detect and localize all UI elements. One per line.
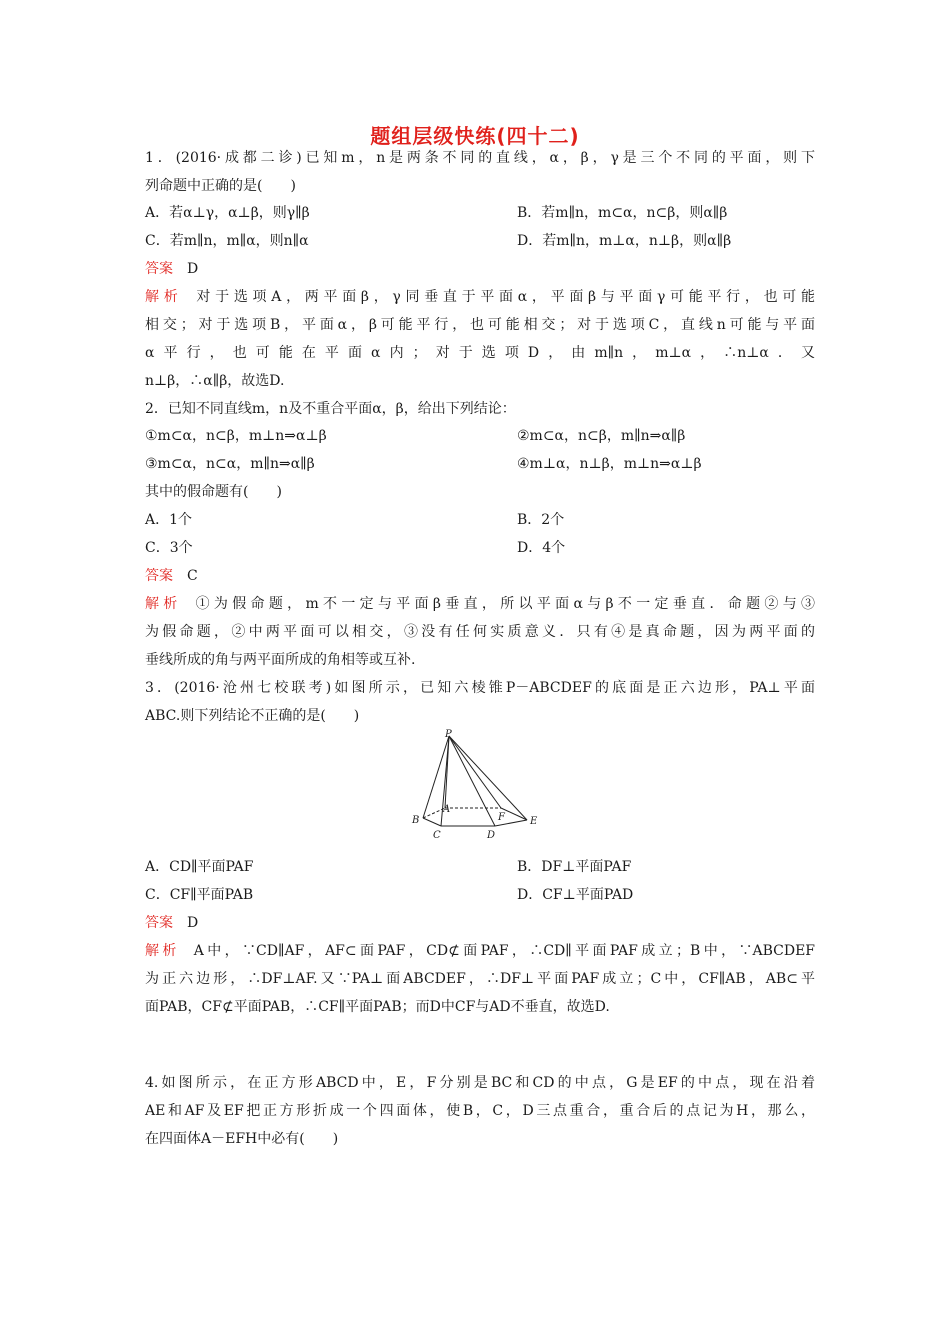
- q1-analysis-line4: n⊥β，∴α∥β，故选D.: [145, 373, 285, 389]
- q3-stem-line2: ABC.则下列结论不正确的是( ): [145, 708, 360, 724]
- label-b: B: [412, 815, 420, 826]
- q1-answer: [145, 259, 815, 279]
- q2-option-d: D．4个: [517, 540, 566, 556]
- answer-value: C: [187, 568, 198, 584]
- q3-option-a: A．CD∥平面PAF: [145, 859, 254, 875]
- q4-stem-line3: 在四面体A－EFH中必有( ): [145, 1131, 339, 1147]
- edge-pe: [449, 736, 527, 820]
- q1-stem-line1: 1．(2016·成都二诊)已知m，n是两条不同的直线，α，β，γ是三个不同的平面，则下: [145, 150, 815, 166]
- q1-stem-line2: 列命题中正确的是( ): [145, 178, 296, 194]
- answer-label: 答案: [145, 915, 173, 931]
- answer-value: D: [187, 261, 199, 277]
- q3-analysis-line2: 为正六边形，∴DF⊥AF.又∵PA⊥面ABCDEF，∴DF⊥平面PAF成立；C中，CF∥AB，AB⊂平: [145, 971, 815, 987]
- analysis-label: 解析: [145, 943, 180, 959]
- q2-stem-line1: 2．已知不同直线m，n及不重合平面α，β，给出下列结论：: [145, 401, 516, 417]
- q1-option-b: B．若m∥n，m⊂α，n⊂β，则α∥β: [517, 205, 728, 221]
- pyramid-figure: [405, 728, 555, 848]
- q2-statement-4: ④m⊥α，n⊥β，m⊥n⇒α⊥β: [517, 456, 702, 472]
- q2-statement-3: ③m⊂α，n⊂α，m∥n⇒α∥β: [145, 456, 315, 472]
- q3-option-b: B．DF⊥平面PAF: [517, 859, 632, 875]
- q2-analysis-line2: 为假命题，②中两平面可以相交，③没有任何实质意义．只有④是真命题，因为两平面的: [145, 624, 815, 640]
- q1-analysis-line2: 相交；对于选项B，平面α，β可能平行，也可能相交；对于选项C，直线n可能与平面: [145, 317, 815, 333]
- answer-value: D: [187, 915, 199, 931]
- label-a: A: [443, 804, 451, 815]
- analysis-text: 对于选项A，两平面β，γ同垂直于平面α，平面β与平面γ可能平行，也可能: [196, 289, 815, 305]
- q3-option-d: D．CF⊥平面PAD: [517, 887, 634, 903]
- analysis-label: 解析: [145, 596, 182, 612]
- label-c: C: [433, 830, 441, 841]
- page-title: 题组层级快练(四十二): [370, 124, 580, 148]
- q2-option-a: A．1个: [145, 512, 193, 528]
- q2-statement-2: ②m⊂α，n⊂β，m∥n⇒α∥β: [517, 428, 686, 444]
- answer-label: 答案: [145, 261, 173, 277]
- edge-pd: [449, 736, 495, 826]
- q1-option-c: C．若m∥n，m∥α，则n∥α: [145, 233, 309, 249]
- q1-analysis-line1: [145, 287, 815, 307]
- hexagonal-pyramid-diagram: [405, 728, 555, 848]
- edge-bc: [423, 818, 441, 826]
- label-f: F: [498, 812, 505, 823]
- analysis-text: ①为假命题，m不一定与平面β垂直，所以平面α与β不一定垂直．命题②与③: [195, 596, 816, 612]
- q3-option-c: C．CF∥平面PAB: [145, 887, 254, 903]
- q1-option-a: A．若α⊥γ，α⊥β，则γ∥β: [145, 205, 310, 221]
- label-p: P: [445, 729, 452, 740]
- analysis-text: A中，∵CD∥AF，AF⊂面PAF，CD⊄面PAF，∴CD∥平面PAF成立；B中，∵ABCDEF: [193, 943, 816, 959]
- q2-answer: [145, 566, 815, 586]
- answer-label: 答案: [145, 568, 173, 584]
- q1-option-d: D．若m∥n，m⊥α，n⊥β，则α∥β: [517, 233, 732, 249]
- q2-analysis-line1: [145, 594, 815, 614]
- q2-stem-line2: 其中的假命题有( ): [145, 484, 282, 500]
- q4-stem-line2: AE和AF及EF把正方形折成一个四面体，使B，C，D三点重合，重合后的点记为H，那么，: [145, 1103, 815, 1119]
- q2-option-c: C．3个: [145, 540, 193, 556]
- q3-stem-line1: 3．(2016·沧州七校联考)如图所示，已知六棱锥P－ABCDEF的底面是正六边形，PA⊥平面: [145, 680, 815, 696]
- q4-stem-line1: 4.如图所示，在正方形ABCD中，E，F分别是BC和CD的中点，G是EF的中点，现在沿着: [145, 1075, 815, 1091]
- q1-analysis-line3: α平行，也可能在平面α内；对于选项D，由m∥n，m⊥α，∴n⊥α．又: [145, 345, 815, 361]
- edge-pf: [449, 736, 501, 808]
- q3-analysis-line3: 面PAB，CF⊄平面PAB，∴CF∥平面PAB；而D中CF与AD不垂直，故选D.: [145, 999, 610, 1015]
- label-d: D: [487, 830, 496, 841]
- q3-analysis-line1: [145, 941, 815, 961]
- analysis-label: 解析: [145, 289, 183, 305]
- q2-statement-1: ①m⊂α，n⊂β，m⊥n⇒α⊥β: [145, 428, 327, 444]
- q2-analysis-line3: 垂线所成的角与两平面所成的角相等或互补.: [145, 652, 416, 668]
- q2-option-b: B．2个: [517, 512, 565, 528]
- label-e: E: [530, 816, 538, 827]
- q3-answer: [145, 913, 815, 933]
